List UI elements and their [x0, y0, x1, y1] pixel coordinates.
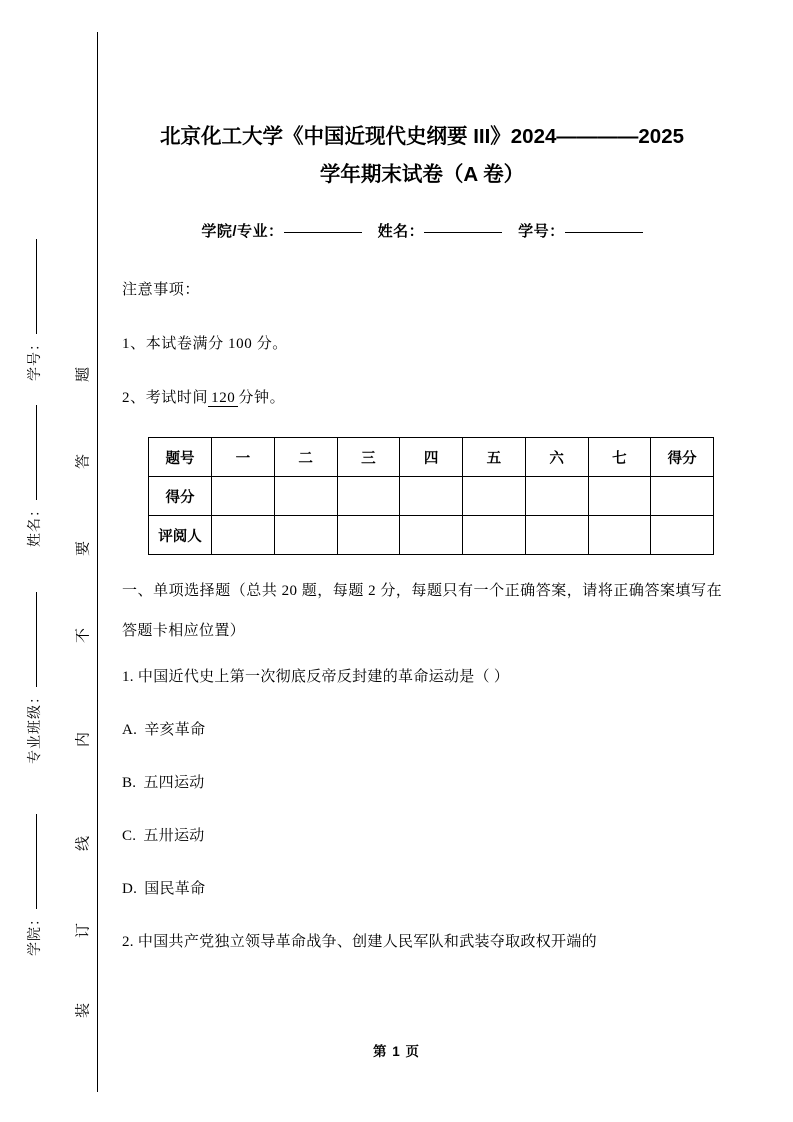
score-cell-0-5[interactable]	[525, 477, 588, 516]
score-table-header-5: 五	[463, 438, 526, 477]
margin-field-class-blank[interactable]	[36, 592, 37, 687]
margin-char-3: 不	[75, 628, 92, 644]
question-1-option-d-letter: D.	[122, 881, 138, 897]
margin-char-4: 内	[75, 732, 92, 748]
question-1-option-d-text: 国民革命	[144, 881, 206, 897]
score-table-header-6: 六	[525, 438, 588, 477]
question-1-option-c-letter: C.	[122, 828, 137, 844]
score-cell-0-2[interactable]	[337, 477, 400, 516]
score-cell-0-0[interactable]	[212, 477, 275, 516]
note-item-2-post: 分钟。	[238, 390, 286, 406]
name-input[interactable]	[424, 232, 502, 233]
score-cell-1-2[interactable]	[337, 516, 400, 555]
score-cell-1-1[interactable]	[274, 516, 337, 555]
margin-field-class-label: 专业班级：	[28, 689, 43, 764]
score-table-header-1: 一	[212, 438, 275, 477]
score-cell-0-1[interactable]	[274, 477, 337, 516]
question-1-option-b-text: 五四运动	[143, 775, 205, 791]
question-1-text: 中国近代史上第一次彻底反帝反封建的革命运动是（ ）	[137, 669, 510, 685]
question-1-option-b[interactable]	[122, 757, 722, 810]
score-table-header-3: 三	[337, 438, 400, 477]
question-2	[122, 916, 722, 969]
score-cell-1-3[interactable]	[400, 516, 463, 555]
question-1-number: 1.	[122, 669, 134, 685]
margin-char-1: 答	[75, 454, 92, 470]
margin-field-name-label: 姓名：	[28, 502, 43, 547]
question-1-option-d[interactable]	[122, 863, 722, 916]
margin-field-college-blank[interactable]	[36, 814, 37, 909]
score-table	[148, 437, 714, 555]
college-major-label: 学院/专业：	[201, 223, 284, 240]
margin-char-7: 装	[75, 1003, 92, 1019]
page-title-line-1: 北京化工大学《中国近现代史纲要 III》2024————2025	[160, 125, 684, 148]
score-cell-0-7[interactable]	[651, 477, 714, 516]
binding-line	[97, 32, 98, 1092]
page-title-line-2: 学年期末试卷（A 卷）	[319, 163, 525, 186]
margin-char-2: 要	[75, 541, 92, 557]
binding-margin-chars	[69, 0, 95, 1122]
question-1	[122, 651, 722, 704]
score-cell-1-5[interactable]	[525, 516, 588, 555]
score-table-header-0: 题号	[149, 438, 212, 477]
score-table-header-4: 四	[400, 438, 463, 477]
score-cell-0-3[interactable]	[400, 477, 463, 516]
question-1-option-c[interactable]	[122, 810, 722, 863]
identity-line	[122, 194, 722, 241]
page-title	[122, 0, 722, 194]
question-1-option-b-letter: B.	[122, 775, 137, 791]
section-one-heading: 一、单项选择题（总共 20 题，每题 2 分，每题只有一个正确答案，请将正确答案填写在答题卡相应位置）	[122, 583, 722, 639]
score-cell-1-6[interactable]	[588, 516, 651, 555]
score-cell-1-0[interactable]	[212, 516, 275, 555]
margin-field-class	[24, 592, 44, 764]
question-1-option-a-text: 辛亥革命	[144, 722, 206, 738]
college-major-input[interactable]	[284, 232, 362, 233]
notes-heading: 注意事项：	[122, 282, 201, 298]
score-cell-0-4[interactable]	[463, 477, 526, 516]
margin-char-6: 订	[75, 923, 92, 939]
score-cell-1-7[interactable]	[651, 516, 714, 555]
score-table-header-8: 得分	[651, 438, 714, 477]
score-table-header-7: 七	[588, 438, 651, 477]
margin-field-name	[24, 405, 44, 547]
question-2-text: 中国共产党独立领导革命战争、创建人民军队和武装夺取政权开端的	[137, 934, 597, 950]
score-table-container	[122, 425, 722, 555]
exam-duration-value: 120	[208, 390, 238, 407]
score-row-label-0: 得分	[149, 477, 212, 516]
table-row	[149, 516, 714, 555]
score-cell-1-4[interactable]	[463, 516, 526, 555]
margin-field-college-label: 学院：	[28, 911, 43, 956]
name-label: 姓名：	[377, 223, 425, 240]
table-row	[149, 477, 714, 516]
margin-char-5: 线	[75, 836, 92, 852]
page-content	[122, 0, 722, 969]
student-id-label: 学号：	[518, 223, 565, 240]
score-table-header-2: 二	[274, 438, 337, 477]
question-1-option-a[interactable]	[122, 704, 722, 757]
note-item-2-pre: 2、考试时间	[122, 390, 209, 406]
notes-block	[122, 241, 722, 425]
binding-margin-fields	[0, 0, 68, 1122]
margin-field-college	[24, 814, 44, 956]
page-footer: 第 1 页	[372, 1044, 420, 1059]
margin-char-0: 题	[75, 367, 92, 383]
margin-field-student-id-label: 学号：	[28, 336, 43, 381]
score-row-label-1: 评阅人	[149, 516, 212, 555]
note-item-2	[122, 371, 722, 425]
student-id-input[interactable]	[565, 232, 643, 233]
margin-field-student-id-blank[interactable]	[36, 239, 37, 334]
score-cell-0-6[interactable]	[588, 477, 651, 516]
margin-field-student-id	[24, 239, 44, 381]
question-2-number: 2.	[122, 934, 134, 950]
table-row-header	[149, 438, 714, 477]
margin-field-name-blank[interactable]	[36, 405, 37, 500]
question-1-option-a-letter: A.	[122, 722, 138, 738]
question-1-option-c-text: 五卅运动	[143, 828, 205, 844]
note-item-1: 1、本试卷满分 100 分。	[122, 336, 288, 352]
